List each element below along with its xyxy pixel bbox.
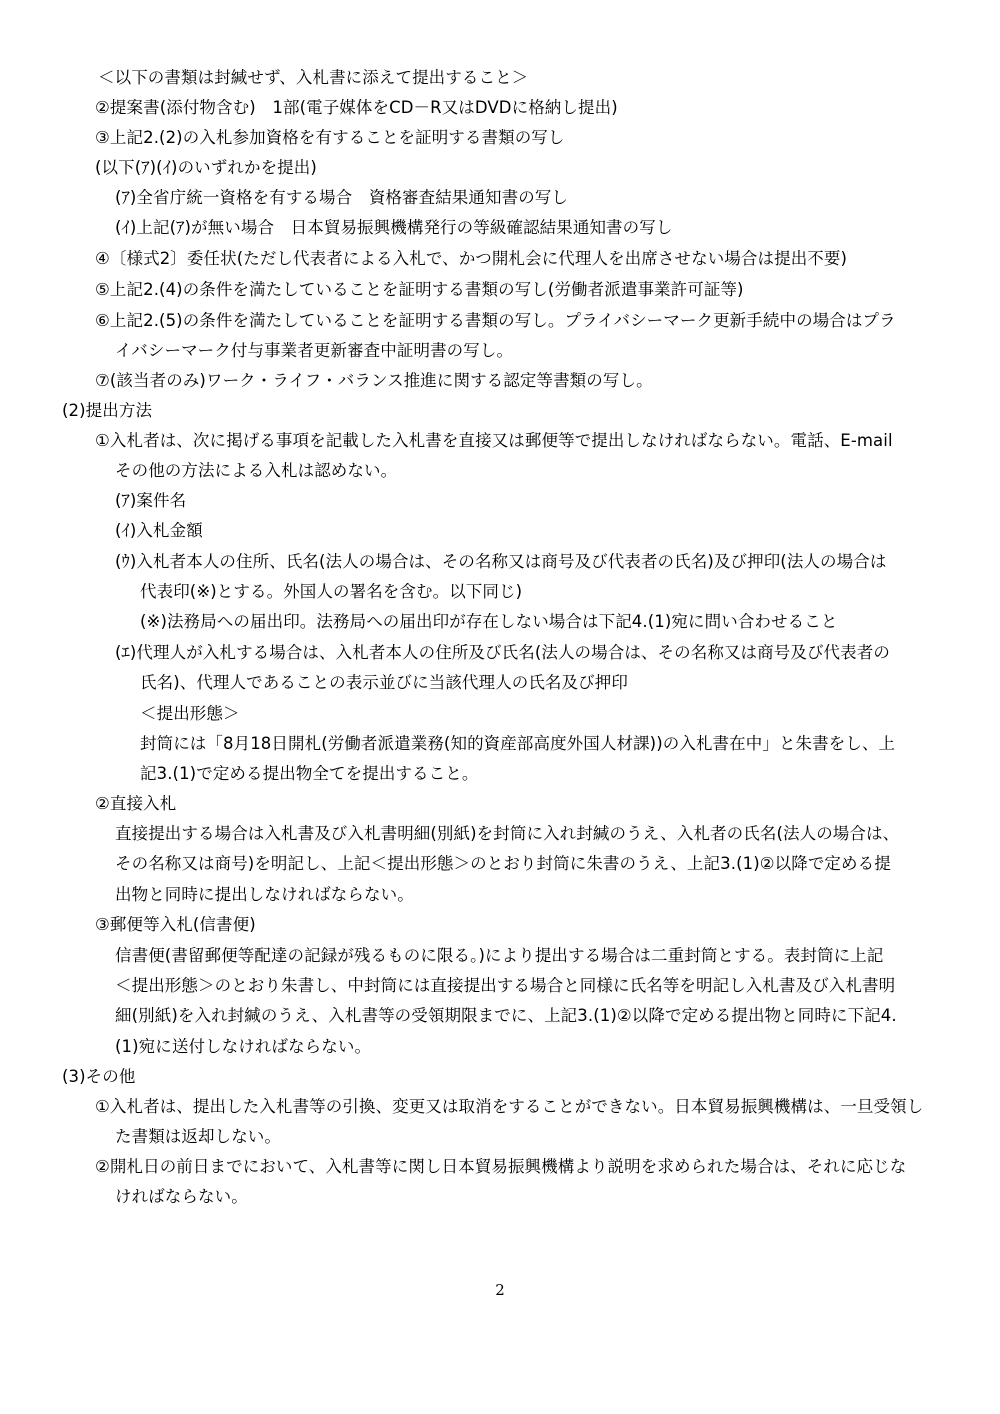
text-line: (ｲ)上記(ｱ)が無い場合 日本貿易振興機構発行の等級確認結果通知書の写し	[115, 218, 673, 237]
text-line: ⑥上記2.(5)の条件を満たしていることを証明する書類の写し。プライバシーマーク更新手続中の場合はプラ	[95, 311, 896, 330]
text-line: 封筒には「8月18日開札(労働者派遣業務(知的資産部高度外国人材課))の入札書在中」と朱書をし、上	[140, 734, 896, 753]
text-line: た書類は返却しない。	[115, 1127, 281, 1146]
text-line: (ｳ)入札者本人の住所、氏名(法人の場合は、その名称又は商号及び代表者の氏名)及び押印(法人の場合は	[115, 552, 887, 571]
text-line: ＜以下の書類は封緘せず、入札書に添えて提出すること＞	[98, 68, 529, 87]
text-line: 直接提出する場合は入札書及び入札書明細(別紙)を封筒に入れ封緘のうえ、入札者の氏名(法人の場合は、	[115, 824, 900, 843]
text-line: (※)法務局への届出印。法務局への届出印が存在しない場合は下記4.(1)宛に問い合わせること	[140, 612, 838, 631]
text-line: その名称又は商号)を明記し、上記＜提出形態＞のとおり封筒に朱書のうえ、上記3.(1)②以降で定める提	[115, 854, 891, 873]
text-line: ＜提出形態＞	[140, 704, 240, 723]
section-heading: (3)その他	[62, 1067, 136, 1086]
text-line: (ｱ)案件名	[115, 491, 187, 510]
text-line: ⑦(該当者のみ)ワーク・ライフ・バランス推進に関する認定等書類の写し。	[95, 371, 653, 390]
text-line: ければならない。	[115, 1187, 248, 1206]
text-line: イバシーマーク付与事業者更新審査中証明書の写し。	[115, 341, 514, 360]
text-line: ＜提出形態＞のとおり朱書し、中封筒には直接提出する場合と同様に氏名等を明記し入札書及び入札書明	[115, 976, 896, 995]
text-line: ⑤上記2.(4)の条件を満たしていることを証明する書類の写し(労働者派遣事業許可証等)	[95, 280, 744, 299]
text-line: ②直接入札	[95, 794, 177, 813]
text-line: 代表印(※)とする。外国人の署名を含む。以下同じ)	[140, 582, 523, 601]
text-line: ③郵便等入札(信書便)	[95, 915, 256, 934]
text-line: 出物と同時に提出しなければならない。	[115, 885, 414, 904]
section-heading: (2)提出方法	[62, 401, 153, 420]
text-line: ③上記2.(2)の入札参加資格を有することを証明する書類の写し	[95, 128, 565, 147]
text-line: その他の方法による入札は認めない。	[115, 461, 398, 480]
text-line: ④〔様式2〕委任状(ただし代表者による入札で、かつ開札会に代理人を出席させない場合は提出不要)	[95, 249, 848, 268]
text-line: (以下(ｱ)(ｲ)のいずれかを提出)	[95, 158, 317, 177]
text-line: 細(別紙)を入れ封緘のうえ、入札書等の受領期限までに、上記3.(1)②以降で定める提出物と同時に下記4.	[115, 1006, 897, 1025]
text-line: 氏名)、代理人であることの表示並びに当該代理人の氏名及び押印	[140, 673, 628, 692]
text-line: ①入札者は、提出した入札書等の引換、変更又は取消をすることができない。日本貿易振興機構は、一旦受領し	[95, 1097, 924, 1116]
text-line: (ｴ)代理人が入札する場合は、入札者本人の住所及び氏名(法人の場合は、その名称又は商号及び代表者の	[115, 643, 890, 662]
text-line: 記3.(1)で定める提出物全てを提出すること。	[140, 764, 479, 783]
text-line: ②開札日の前日までにおいて、入札書等に関し日本貿易振興機構より説明を求められた場合は、それに応じな	[95, 1157, 907, 1176]
text-line: 信書便(書留郵便等配達の記録が残るものに限る。)により提出する場合は二重封筒とする。表封筒に上記	[115, 946, 884, 965]
page-number: 2	[495, 1281, 505, 1299]
text-line: ②提案書(添付物含む) 1部(電子媒体をCD－R又はDVDに格納し提出)	[95, 98, 618, 117]
text-line: ①入札者は、次に掲げる事項を記載した入札書を直接又は郵便等で提出しなければならない。電話、E-mail	[95, 431, 893, 450]
text-line: (ｲ)入札金額	[115, 521, 203, 540]
text-line: (ｱ)全省庁統一資格を有する場合 資格審査結果通知書の写し	[115, 188, 569, 207]
text-line: (1)宛に送付しなければならない。	[115, 1037, 372, 1056]
